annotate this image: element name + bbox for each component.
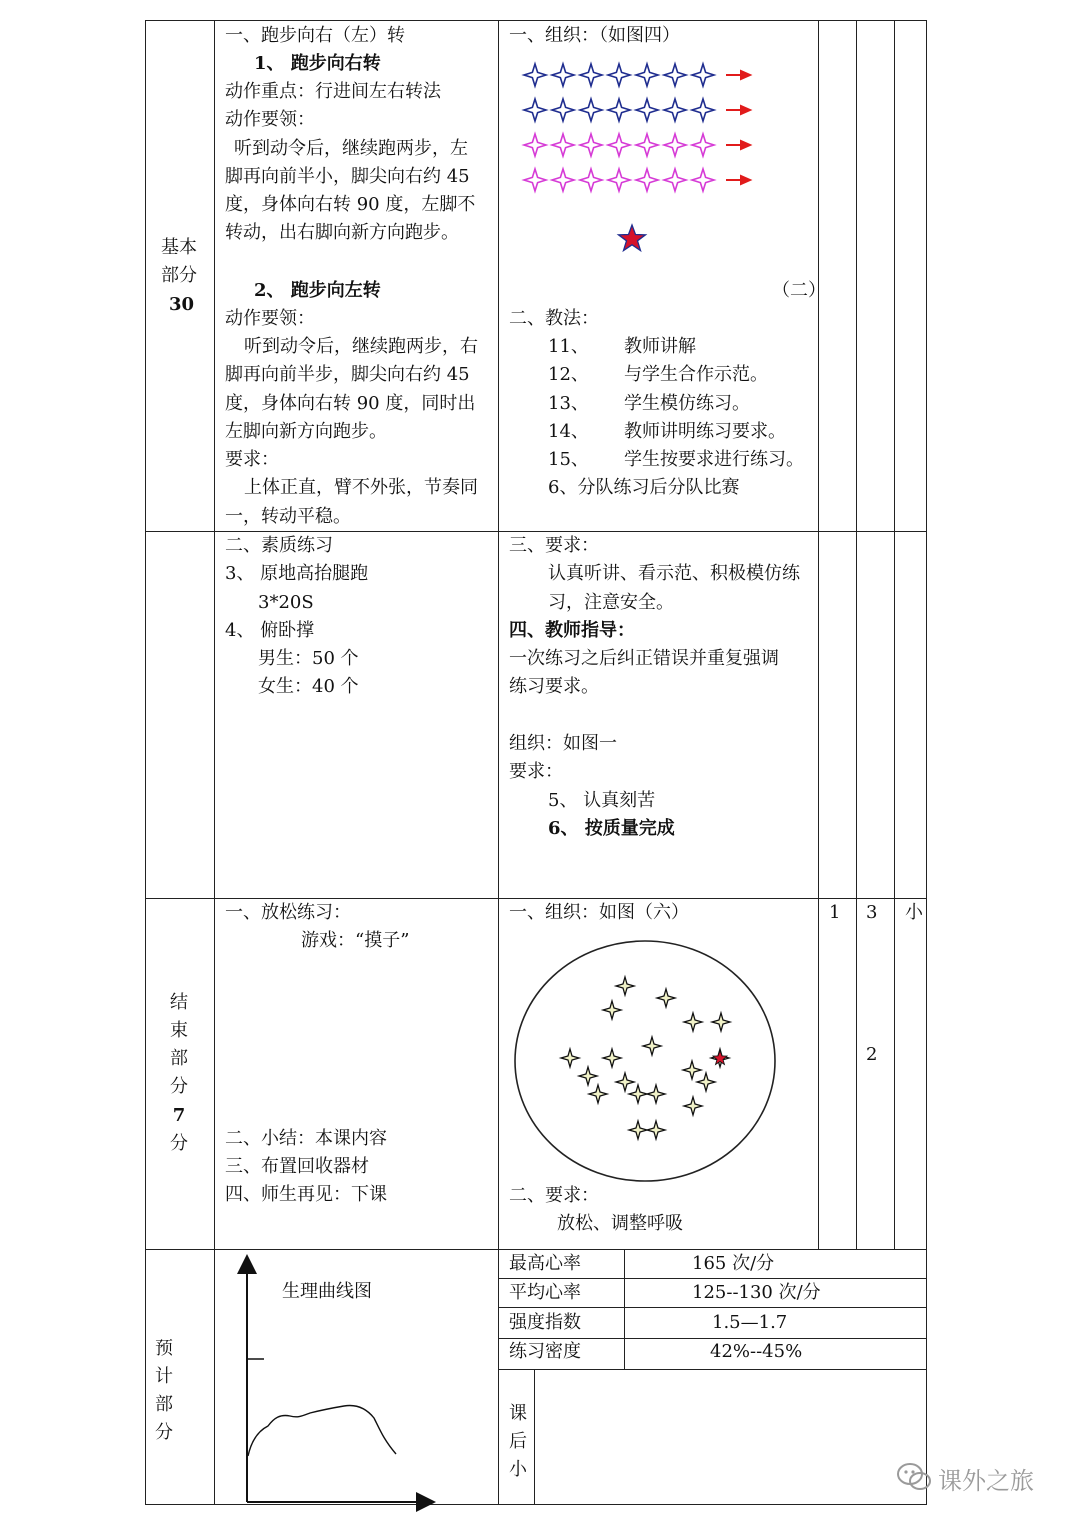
- player-star-icon: [684, 1097, 702, 1115]
- student-star-icon: [692, 134, 714, 156]
- col-divider: [214, 20, 215, 1505]
- student-star-icon: [664, 99, 686, 121]
- physiology-curve: [232, 1258, 432, 1508]
- teacher-star-icon: [619, 225, 646, 251]
- method-num: 13、: [548, 393, 589, 414]
- basic-essentials-label: 动作要领：: [225, 109, 315, 130]
- stat-value: 125--130 次/分: [692, 1282, 821, 1303]
- direction-arrow-icon: [726, 106, 750, 114]
- wechat-logo-icon: [896, 1462, 932, 1492]
- student-star-icon: [692, 99, 714, 121]
- player-star-icon: [657, 989, 675, 1007]
- direction-arrow-icon: [726, 176, 750, 184]
- player-star-icon: [629, 1085, 647, 1103]
- quality-title: 二、素质练习: [225, 535, 333, 556]
- basic-p1-line: 度，身体向右转 90 度，左脚不: [225, 194, 476, 215]
- basic-p1-line: 听到动令后，继续跑两步，左: [234, 138, 468, 159]
- stat-value: 1.5—1.7: [712, 1312, 788, 1333]
- col-divider: [894, 20, 895, 1249]
- ending-label-char: 7: [172, 1105, 186, 1126]
- table-border-right: [926, 20, 927, 1505]
- circle-game-figure: [512, 938, 782, 1188]
- ending-label-char: 分: [170, 1076, 188, 1097]
- student-star-icon: [580, 64, 602, 86]
- method-title: 二、教法：: [509, 308, 599, 329]
- quality-req-line: 习，注意安全。: [548, 592, 674, 613]
- basic-p2-line: 左脚向新方向跑步。: [225, 421, 387, 442]
- basic-req-label: 要求：: [225, 449, 279, 470]
- ending-col-b2: 2: [866, 1044, 878, 1065]
- ending-label-char: 分: [170, 1133, 188, 1154]
- player-star-icon: [712, 1013, 730, 1031]
- method-text: 教师讲解: [624, 336, 696, 357]
- player-star-icon: [684, 1013, 702, 1031]
- basic-focus: 动作重点：行进间左右转法: [225, 81, 441, 102]
- basic-label-a: 基本: [161, 237, 197, 258]
- ending-col-c: 小: [905, 902, 923, 923]
- player-star-icon: [697, 1073, 715, 1091]
- player-star-icon: [616, 977, 634, 995]
- player-star-icon: [589, 1085, 607, 1103]
- col-divider: [498, 20, 499, 1505]
- quality-item4: 4、 俯卧撑: [225, 620, 315, 641]
- basic-p1-line: 转动，出右脚向新方向跑步。: [225, 222, 459, 243]
- player-star-icon: [643, 1037, 661, 1055]
- quality-req2-item: 6、 按质量完成: [548, 818, 675, 839]
- student-star-icon: [608, 99, 630, 121]
- basic-title: 一、跑步向右（左）转: [225, 25, 405, 46]
- player-star-icon: [647, 1085, 665, 1103]
- student-star-icon: [524, 134, 546, 156]
- student-star-icon: [636, 64, 658, 86]
- student-star-icon: [524, 64, 546, 86]
- forecast-label-char: 部: [155, 1394, 173, 1415]
- student-star-icon: [524, 169, 546, 191]
- method-num: 14、: [548, 421, 589, 442]
- basic-essentials-label-2: 动作要领：: [225, 308, 315, 329]
- student-star-icon: [692, 169, 714, 191]
- student-star-icon: [580, 169, 602, 191]
- ending-game: 游戏：“摸子”: [301, 930, 410, 951]
- student-star-icon: [580, 134, 602, 156]
- col-divider: [818, 20, 819, 1249]
- basic-req-line: 上体正直，臂不外张，节奏同: [244, 477, 478, 498]
- player-star-icon: [603, 1049, 621, 1067]
- forecast-label-char: 分: [155, 1422, 173, 1443]
- player-star-icon: [629, 1121, 647, 1139]
- quality-boys: 男生：50 个: [258, 648, 359, 669]
- basic-sub1: 1、 跑步向右转: [254, 53, 381, 74]
- formation-figure: [510, 55, 810, 255]
- org-figure-label: （二）: [772, 280, 826, 301]
- student-star-icon: [664, 169, 686, 191]
- ending-col-b: 3: [866, 902, 878, 923]
- basic-req-line: 一，转动平稳。: [225, 506, 351, 527]
- student-star-icon: [580, 99, 602, 121]
- player-star-icon: [647, 1121, 665, 1139]
- player-star-icon: [579, 1067, 597, 1085]
- quality-item3-detail: 3*20S: [258, 592, 314, 613]
- student-star-icon: [552, 99, 574, 121]
- quality-req-title: 三、要求：: [509, 535, 599, 556]
- student-star-icon: [608, 64, 630, 86]
- student-star-icon: [552, 64, 574, 86]
- method-text: 学生按要求进行练习。: [624, 449, 804, 470]
- quality-req-line: 认真听讲、看示范、积极模仿练: [548, 563, 800, 584]
- player-star-icon: [603, 1001, 621, 1019]
- quality-item3: 3、 原地高抬腿跑: [225, 563, 369, 584]
- player-star-icon: [616, 1073, 634, 1091]
- basic-p2-line: 听到动令后，继续跑两步，右: [244, 336, 478, 357]
- col-divider: [534, 1369, 535, 1505]
- quality-girls: 女生：40 个: [258, 676, 359, 697]
- quality-req2-item: 5、 认真刻苦: [548, 790, 656, 811]
- org-title: 一、组织：（如图四）: [509, 25, 680, 46]
- ending-label-char: 部: [170, 1048, 188, 1069]
- stat-value: 165 次/分: [692, 1253, 775, 1274]
- student-star-icon: [524, 99, 546, 121]
- ending-relax: 一、放松练习：: [225, 902, 351, 923]
- watermark-text: 课外之旅: [938, 1467, 1034, 1495]
- method-text: 教师讲明练习要求。: [624, 421, 786, 442]
- forecast-label-char: 预: [155, 1338, 173, 1359]
- basic-sub2: 2、 跑步向左转: [254, 280, 381, 301]
- after-class-char: 小: [509, 1459, 527, 1480]
- student-star-icon: [636, 99, 658, 121]
- basic-minutes: 30: [169, 294, 195, 315]
- stat-label: 最高心率: [509, 1253, 581, 1274]
- stats-divider: [498, 1307, 927, 1308]
- method-text: 与学生合作示范。: [624, 364, 768, 385]
- after-class-char: 后: [509, 1431, 527, 1452]
- student-star-icon: [608, 169, 630, 191]
- method-num: 12、: [548, 364, 589, 385]
- student-star-icon: [636, 169, 658, 191]
- student-star-icon: [692, 64, 714, 86]
- direction-arrow-icon: [726, 71, 750, 79]
- stat-label: 练习密度: [509, 1341, 581, 1362]
- basic-label-b: 部分: [161, 265, 197, 286]
- quality-guide-line: 练习要求。: [509, 676, 599, 697]
- ending-req-title: 二、要求：: [509, 1185, 599, 1206]
- direction-arrow-icon: [726, 141, 750, 149]
- method-text: 学生模仿练习。: [624, 393, 750, 414]
- ending-req-text: 放松、调整呼吸: [557, 1213, 683, 1234]
- curve-title: 生理曲线图: [282, 1281, 372, 1302]
- student-star-icon: [664, 134, 686, 156]
- ending-label-char: 束: [170, 1020, 188, 1041]
- method-num: 11、: [548, 336, 589, 357]
- col-divider: [624, 1249, 625, 1369]
- method-num: 15、: [548, 449, 589, 470]
- stat-label: 平均心率: [509, 1282, 581, 1303]
- student-star-icon: [552, 134, 574, 156]
- basic-p2-line: 脚再向前半步，脚尖向右约 45: [225, 364, 470, 385]
- basic-p1-line: 脚再向前半小，脚尖向右约 45: [225, 166, 470, 187]
- table-border-left: [145, 20, 146, 1505]
- method-6: 6、分队练习后分队比赛: [548, 477, 740, 498]
- quality-guide-line: 一次练习之后纠正错误并重复强调: [509, 648, 779, 669]
- ending-col-a: 1: [829, 902, 841, 923]
- after-class-char: 课: [509, 1403, 527, 1424]
- stat-value: 42%--45%: [710, 1341, 803, 1362]
- basic-p2-line: 度，身体向右转 90 度，同时出: [225, 393, 476, 414]
- player-star-icon: [561, 1049, 579, 1067]
- student-star-icon: [552, 169, 574, 191]
- ending-farewell: 四、师生再见：下课: [225, 1184, 387, 1205]
- student-star-icon: [636, 134, 658, 156]
- ending-summary: 二、小结：本课内容: [225, 1128, 387, 1149]
- player-star-icon: [683, 1061, 701, 1079]
- table-border-top: [145, 20, 927, 21]
- quality-guide-title: 四、教师指导：: [509, 620, 635, 641]
- student-star-icon: [608, 134, 630, 156]
- ending-label-char: 结: [170, 992, 188, 1013]
- stats-divider: [498, 1369, 927, 1370]
- ending-equipment: 三、布置回收器材: [225, 1156, 369, 1177]
- quality-org2: 组织：如图一: [509, 733, 617, 754]
- ending-org-title: 一、组织：如图（六）: [509, 902, 689, 923]
- forecast-label-char: 计: [155, 1366, 173, 1387]
- student-star-icon: [664, 64, 686, 86]
- stat-label: 强度指数: [509, 1312, 581, 1333]
- col-divider: [856, 20, 857, 1249]
- quality-req2: 要求：: [509, 761, 563, 782]
